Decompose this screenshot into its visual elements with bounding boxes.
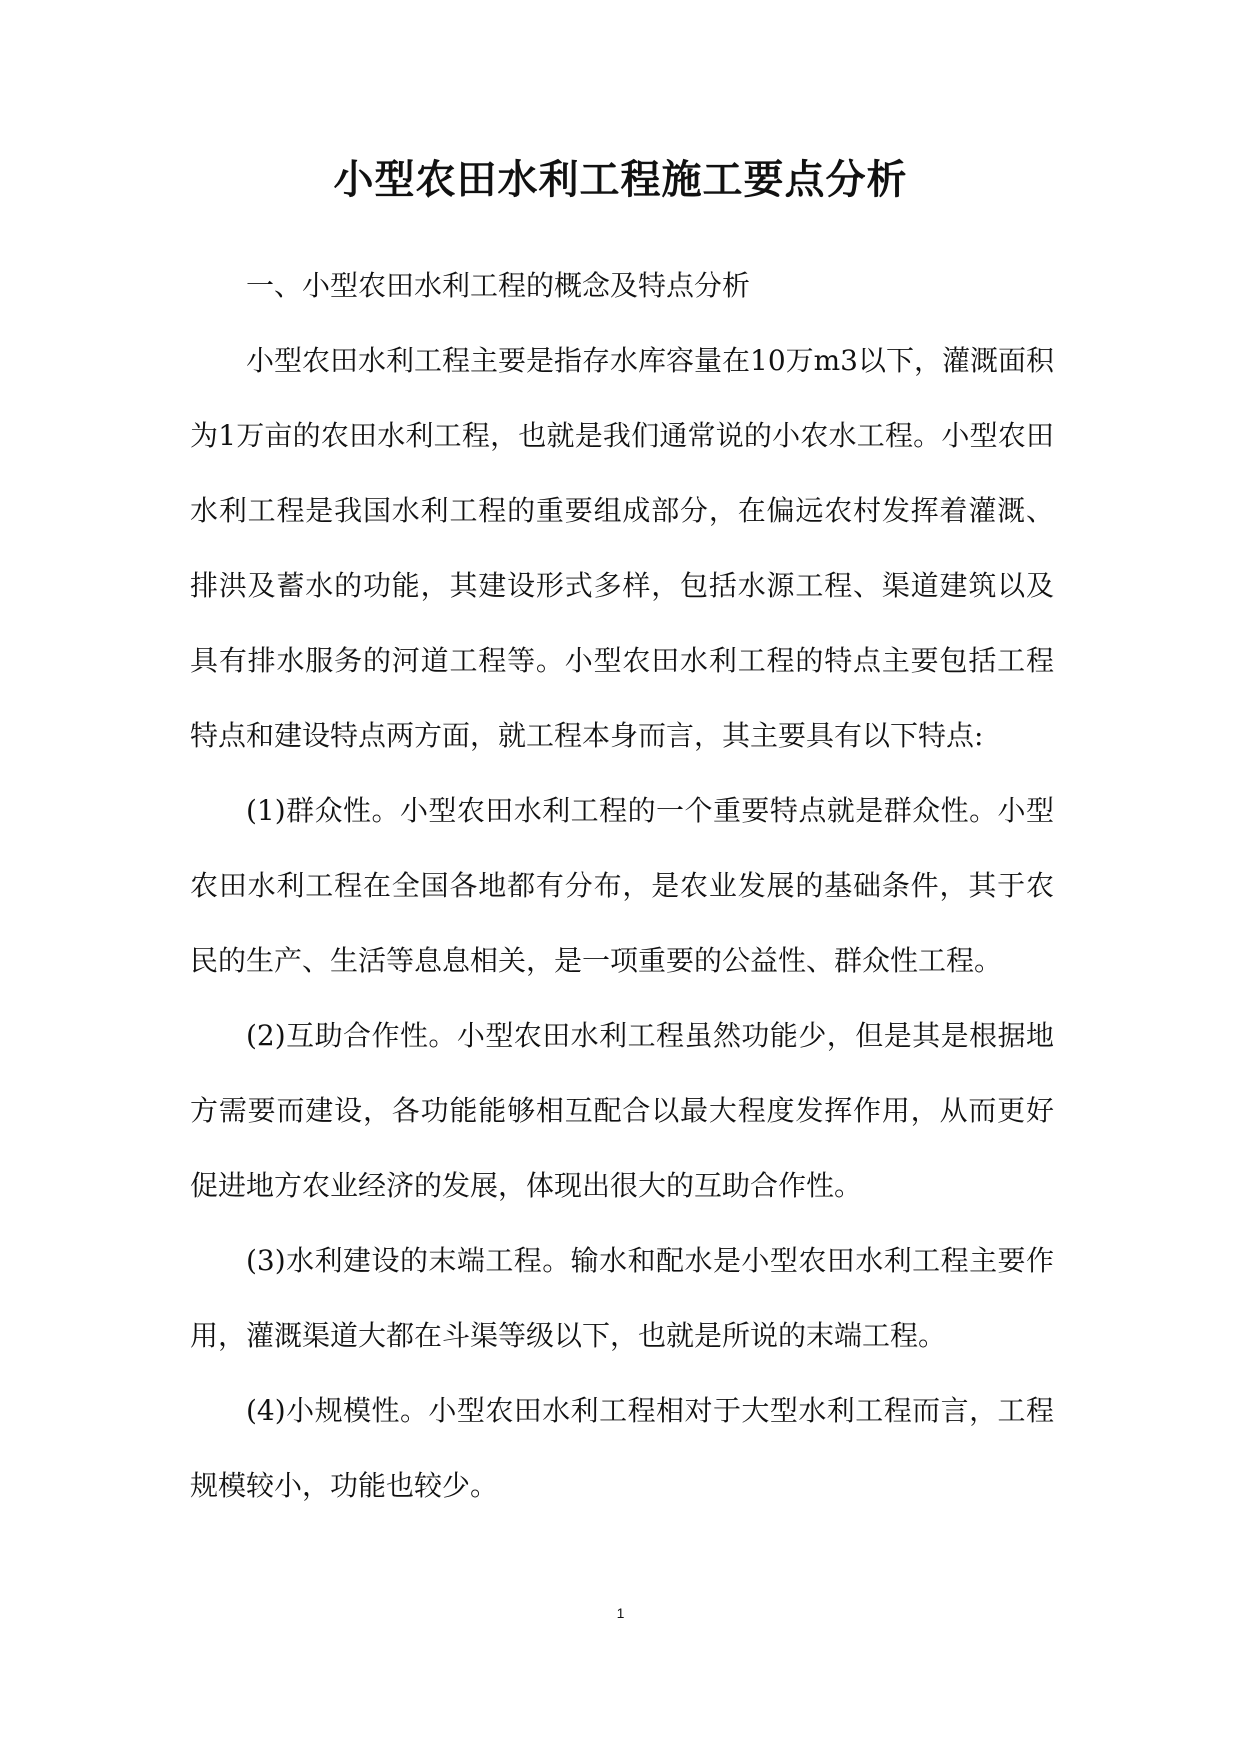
paragraph-item-3: (3)水利建设的末端工程。输水和配水是小型农田水利工程主要作用，灌溉渠道大都在斗渠等级以下，也就是所说的末端工程。: [190, 1244, 1054, 1352]
paragraph-item-2: (2)互助合作性。小型农田水利工程虽然功能少，但是其是根据地方需要而建设，各功能能够相互配合以最大程度发挥作用，从而更好促进地方农业经济的发展，体现出很大的互助合作性。: [190, 1019, 1054, 1202]
document-title: 小型农田水利工程施工要点分析: [333, 156, 908, 203]
page-number: 1: [616, 1605, 625, 1621]
document-body: [190, 248, 1054, 1523]
paragraph-intro: 小型农田水利工程主要是指存水库容量在10万m3以下，灌溉面积为1万亩的农田水利工程，也就是我们通常说的小农水工程。小型农田水利工程是我国水利工程的重要组成部分，在偏远农村发挥着灌溉、排洪及蓄水的功能，其建设形式多样，包括水源工程、渠道建筑以及具有排水服务的河道工程等。小型农田水利工程的特点主要包括工程特点和建设特点两方面，就工程本身而言，其主要具有以下特点:: [190, 344, 1054, 752]
paragraph-item-1: (1)群众性。小型农田水利工程的一个重要特点就是群众性。小型农田水利工程在全国各地都有分布，是农业发展的基础条件，其于农民的生产、生活等息息相关，是一项重要的公益性、群众性工程。: [190, 794, 1054, 977]
paragraph-item-4: (4)小规模性。小型农田水利工程相对于大型水利工程而言，工程规模较小，功能也较少。: [190, 1394, 1054, 1502]
section-heading: 一、小型农田水利工程的概念及特点分析: [246, 269, 751, 302]
